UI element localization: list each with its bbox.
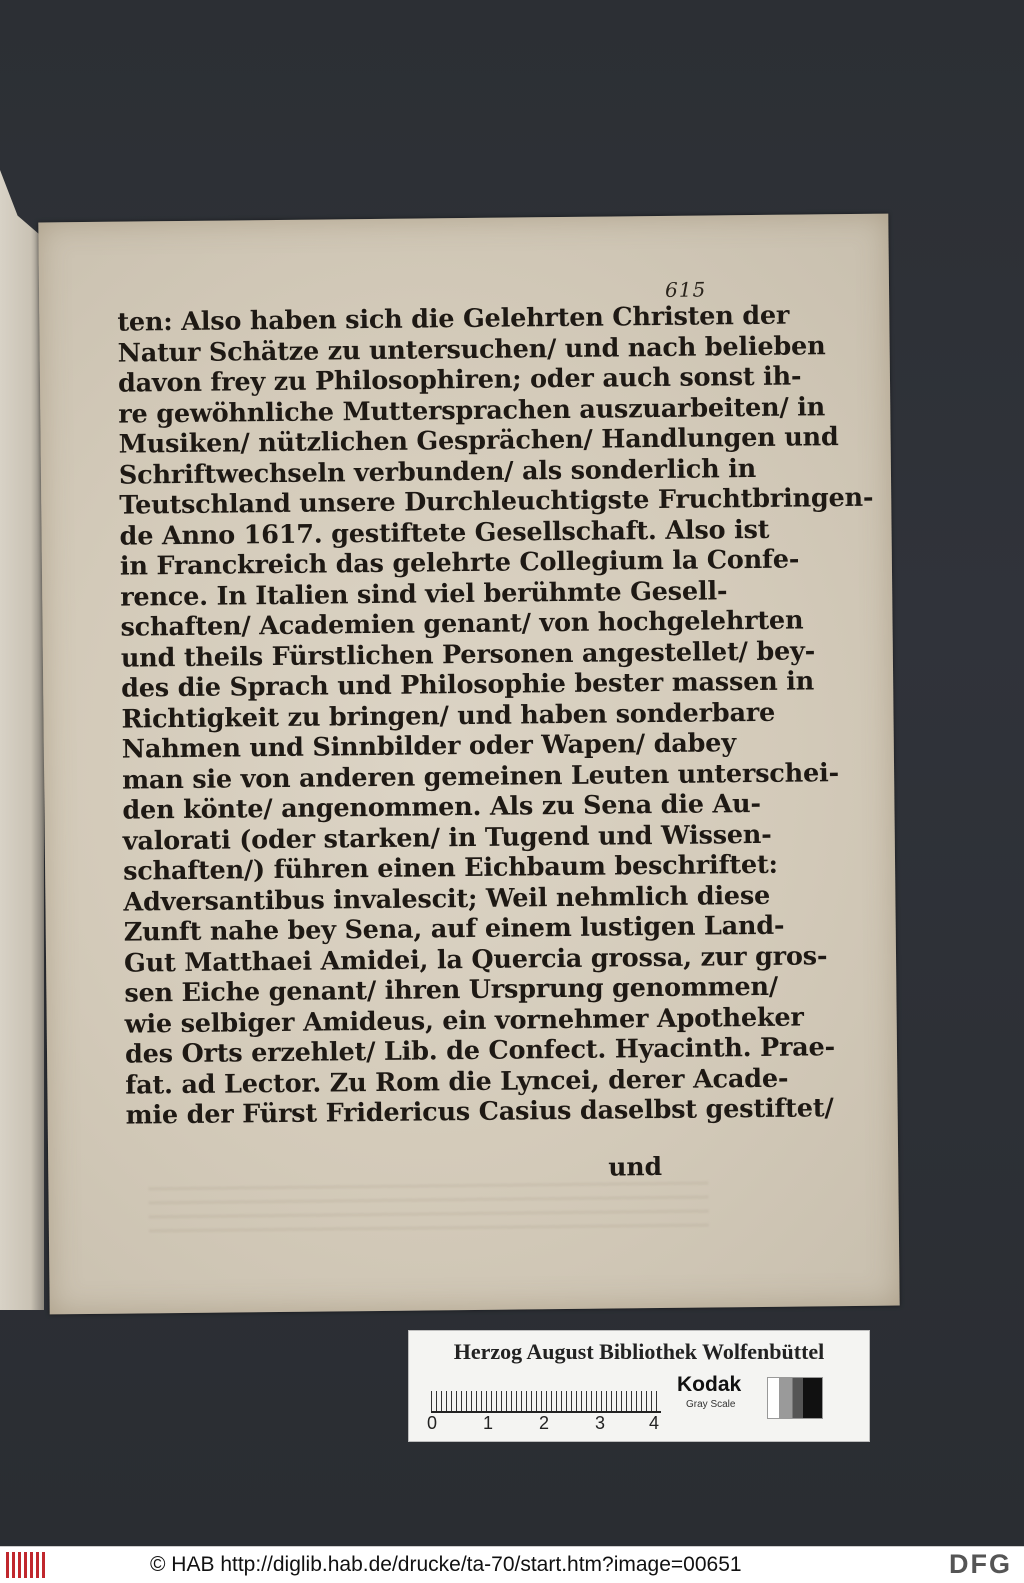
- text-line: Natur Schätze zu untersuchen/ und nach belieben: [117, 330, 826, 369]
- previous-page-edge: [0, 170, 44, 1310]
- text-line: des die Sprach und Philosophie bester massen in: [121, 666, 815, 704]
- library-scale-card: [408, 1330, 870, 1442]
- text-line: wie selbiger Amideus, ein vornehmer Apotheker: [124, 1002, 804, 1040]
- book-page: [38, 214, 899, 1315]
- page-text: [117, 300, 874, 1131]
- scale-number: 2: [539, 1413, 550, 1433]
- gray-scale-swatch: [767, 1377, 823, 1419]
- text-line: Nahmen und Sinnbilder oder Wapen/ dabey: [121, 728, 737, 765]
- text-line: fat. ad Lector. Zu Rom die Lyncei, derer Acade-: [125, 1063, 789, 1101]
- scale-number: 0: [427, 1413, 438, 1433]
- barcode-icon: [6, 1552, 46, 1578]
- text-line: Adversantibus invalescit; Weil nehmlich diese: [123, 880, 771, 918]
- text-line: mie der Fürst Fridericus Casius daselbst gestiftet/: [125, 1093, 834, 1131]
- text-line: Schriftwechseln verbunden/ als sonderlich in: [118, 453, 757, 491]
- text-line: des Orts erzehlet/ Lib. de Confect. Hyacinth. Prae-: [124, 1032, 836, 1070]
- scale-number: 4: [649, 1413, 660, 1433]
- scale-number: 3: [595, 1413, 606, 1433]
- gray-scale-label: Gray Scale: [686, 1399, 736, 1410]
- text-line: Zunft nahe bey Sena, auf einem lustigen Land-: [123, 910, 785, 948]
- text-line: in Franckreich das gelehrte Collegium la Confe-: [119, 544, 800, 582]
- text-line: rence. In Italien sind viel berühmte Gesell-: [120, 575, 728, 613]
- scale-number: 1: [483, 1413, 494, 1433]
- library-name: Herzog August Bibliothek Wolfenbüttel: [453, 1339, 825, 1364]
- text-line: Teutschland unsere Durchleuchtigste Fruchtbringen-: [119, 482, 874, 521]
- text-line: re gewöhnliche Muttersprachen auszuarbeiten/ in: [118, 391, 826, 430]
- text-line: valorati (oder starken/ in Tugend und Wissen-: [122, 819, 772, 857]
- text-line: sen Eiche genant/ ihren Ursprung genommen/: [124, 971, 779, 1009]
- text-line: schaften/ Academien genant/ von hochgelehrten: [120, 605, 804, 643]
- copyright-url[interactable]: © HAB http://diglib.hab.de/drucke/ta-70/start.htm?image=00651: [150, 1553, 742, 1576]
- text-line: man sie von anderen gemeinen Leuten unterschei-: [121, 757, 840, 796]
- catchword: und: [608, 1152, 663, 1182]
- text-line: de Anno 1617. gestiftete Gesellschaft. Also ist: [119, 514, 770, 552]
- dfg-logo: DFG: [949, 1549, 1012, 1579]
- text-line: Musiken/ nützlichen Gesprächen/ Handlungen und: [118, 422, 839, 460]
- text-line: ten: Also haben sich die Gelehrten Christen der: [117, 300, 790, 338]
- text-line: den könte/ angenommen. Als zu Sena die Au-: [122, 788, 761, 826]
- ruler-scale: [431, 1377, 661, 1413]
- page-number: 615: [664, 277, 707, 302]
- kodak-brand: Kodak: [677, 1373, 742, 1396]
- show-through-text: [148, 1182, 708, 1238]
- text-line: davon frey zu Philosophiren; oder auch sonst ih-: [117, 361, 802, 399]
- text-line: Richtigkeit zu bringen/ und haben sonderbare: [121, 697, 776, 735]
- footer-bar: [0, 1546, 1024, 1583]
- text-line: und theils Fürstlichen Personen angestellet/ bey-: [120, 635, 816, 674]
- text-line: Gut Matthaei Amidei, la Quercia grossa, zur gros-: [123, 940, 828, 979]
- text-line: schaften/) führen einen Eichbaum beschriftet:: [122, 849, 778, 887]
